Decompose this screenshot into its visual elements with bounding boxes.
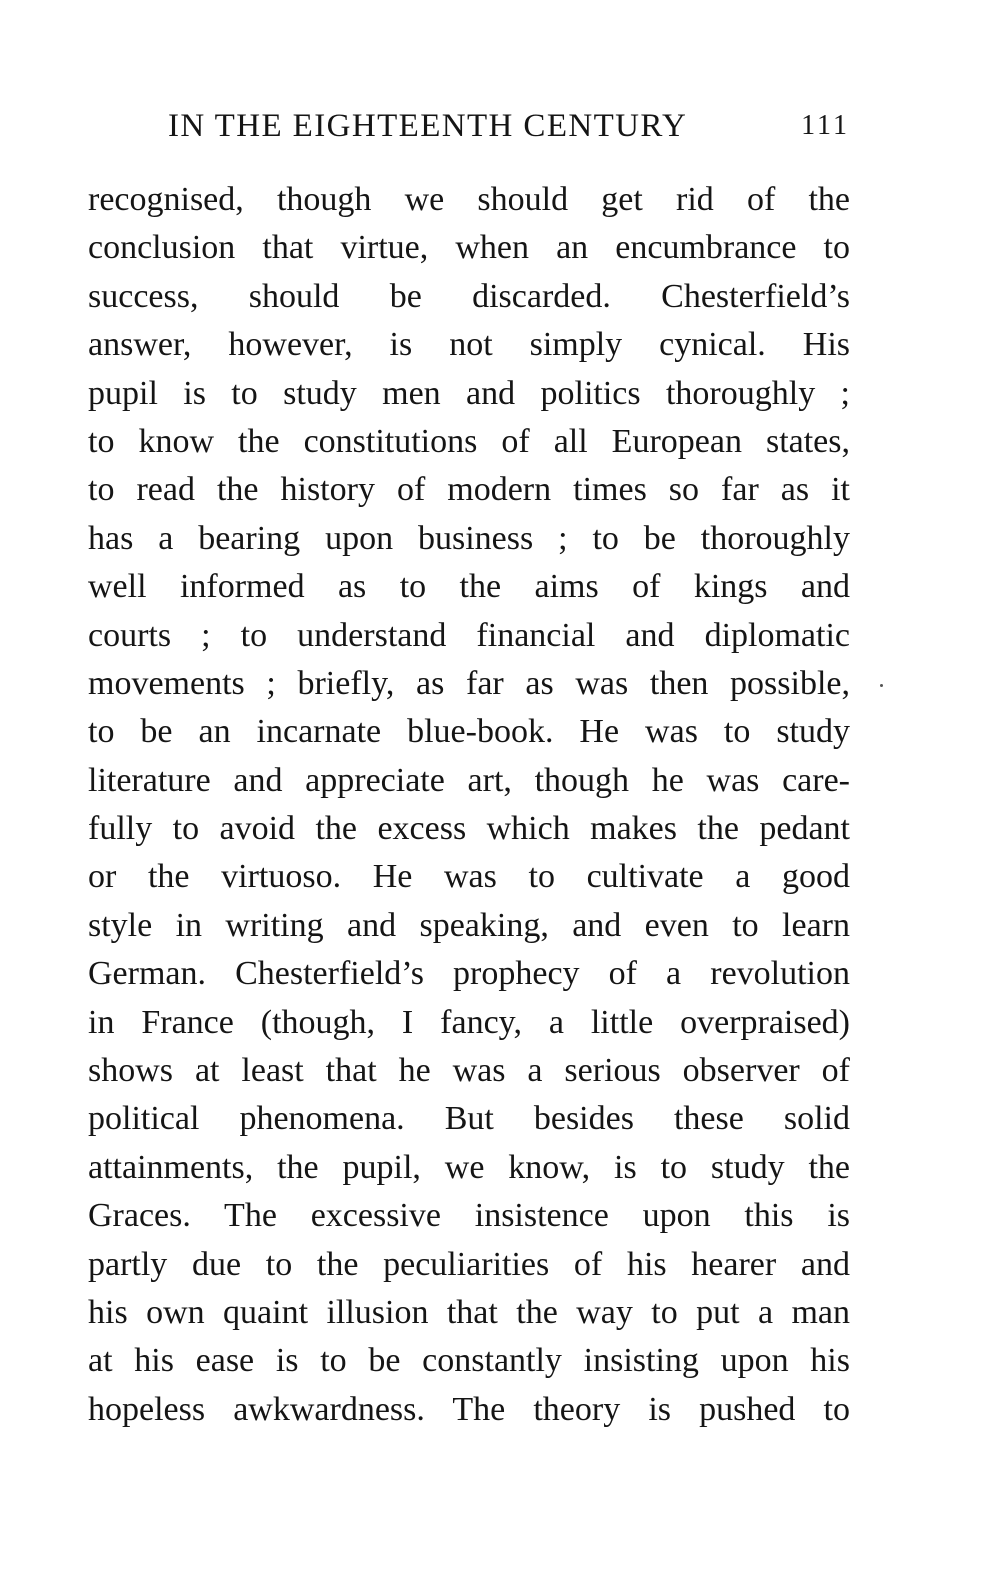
text-line: to be an incarnate blue-book. He was to study [88, 713, 850, 751]
text-line: partly due to the peculiarities of his hearer and [88, 1245, 850, 1283]
text-line: to know the constitutions of all European states, [88, 422, 850, 460]
body-text [88, 176, 850, 1434]
running-title: IN THE EIGHTEENTH CENTURY [168, 108, 688, 144]
text-line: literature and appreciate art, though he was care- [88, 761, 850, 799]
text-line: his own quaint illusion that the way to put a man [88, 1293, 850, 1331]
text-line: success, should be discarded. Chesterfield’s [88, 277, 850, 315]
text-line: style in writing and speaking, and even to learn [88, 906, 850, 944]
text-line: conclusion that virtue, when an encumbrance to [88, 229, 850, 267]
text-line: pupil is to study men and politics thoroughly ; [88, 374, 850, 412]
text-line: to read the history of modern times so far as it [88, 471, 850, 509]
text-line: hopeless awkwardness. The theory is pushed to [88, 1390, 850, 1428]
text-line: or the virtuoso. He was to cultivate a good [88, 858, 850, 896]
scan-speck [880, 684, 883, 687]
text-line: has a bearing upon business ; to be thoroughly [88, 519, 850, 557]
page-number: 111 [801, 110, 850, 141]
text-line: recognised, though we should get rid of the [88, 181, 850, 218]
text-line: shows at least that he was a serious observer of [88, 1052, 850, 1090]
text-line: political phenomena. But besides these solid [88, 1100, 850, 1138]
text-line: movements ; briefly, as far as was then possible, [88, 664, 850, 702]
text-line: attainments, the pupil, we know, is to study the [88, 1148, 850, 1186]
text-line: at his ease is to be constantly insisting upon his [88, 1342, 850, 1380]
text-line: fully to avoid the excess which makes the pedant [88, 810, 850, 848]
text-line: in France (though, I fancy, a little overpraised) [88, 1003, 850, 1041]
text-line: well informed as to the aims of kings and [88, 568, 850, 606]
running-head [168, 108, 850, 152]
text-line: courts ; to understand financial and diplomatic [88, 616, 850, 654]
text-line: German. Chesterfield’s prophecy of a revolution [88, 955, 850, 993]
text-line: Graces. The excessive insistence upon this is [88, 1197, 850, 1235]
text-line: answer, however, is not simply cynical. His [88, 326, 850, 364]
